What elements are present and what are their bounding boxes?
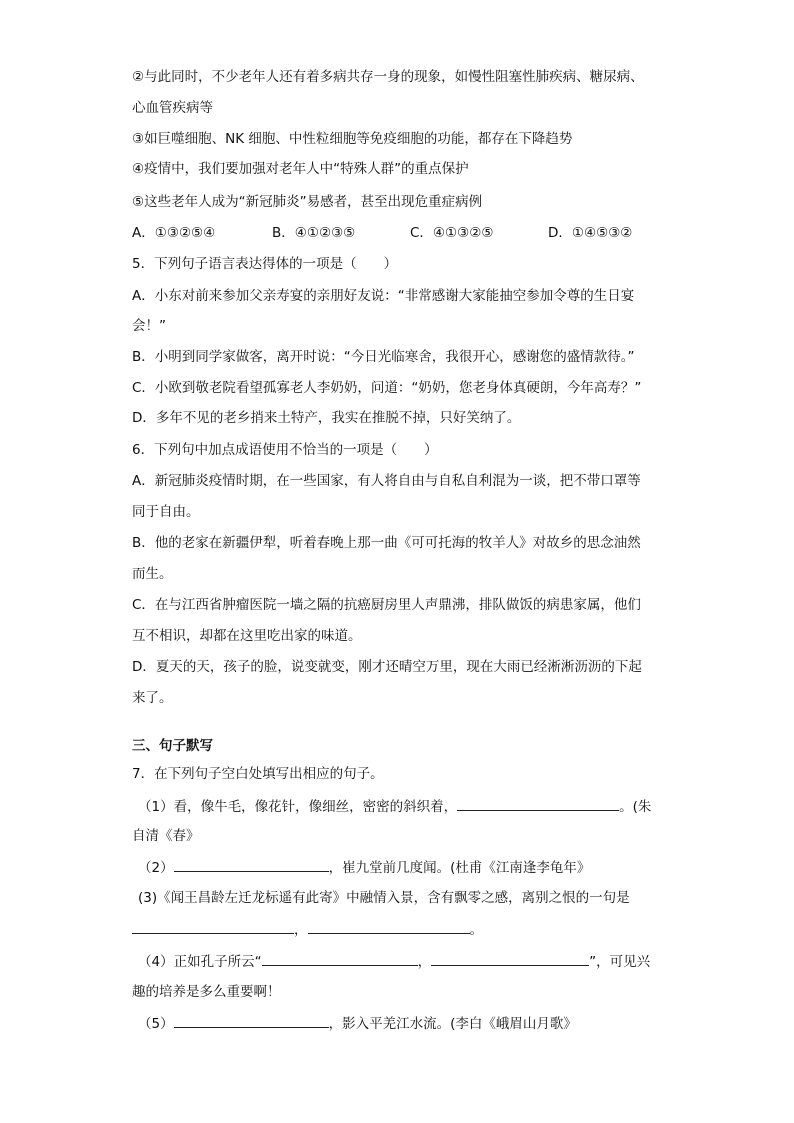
- q4-option-a: A．①③②⑤④: [132, 225, 216, 241]
- q6-option-d-line1: D．夏天的天，孩子的脸，说变就变，刚才还晴空万里，现在大雨已经淅淅沥沥的下起: [132, 659, 642, 675]
- q7-item-5-num: （5）: [138, 1016, 174, 1032]
- q7-item-5-text: ，影入平羌江水流。(李白《峨眉山月歌》: [328, 1016, 577, 1032]
- q6-option-a-line2: 同于自由。: [132, 504, 200, 520]
- q7-item-4-text: （4）正如孔子所云“: [138, 954, 262, 970]
- q7-item-1-cont: 自清《春》: [132, 828, 200, 844]
- q7-item-2-num: （2）: [138, 860, 174, 876]
- q7-item-1: [138, 796, 651, 817]
- q6-option-a-line1: A．新冠肺炎疫情时期，在一些国家，有人将自由与自私自利混为一谈，把不带口罩等: [132, 473, 641, 489]
- answer-blank[interactable]: [174, 1013, 329, 1028]
- q5-option-c: C．小欧到敬老院看望孤寡老人李奶奶，问道：“奶奶，您老身体真硬朗，今年高寿？”: [132, 380, 642, 396]
- q4-option-d: D．①④⑤③②: [548, 225, 633, 241]
- answer-blank[interactable]: [308, 919, 470, 934]
- q4-option-b: B．④①②③⑤: [272, 225, 356, 241]
- q7-item-1-text: （1）看，像牛毛，像花针，像细丝，密密的斜织着，: [138, 799, 458, 815]
- q7-item-4-tail: ”，可见兴: [589, 954, 651, 970]
- q7-item-2-text: ，崔九堂前几度闻。(杜甫《江南逢李龟年》: [328, 860, 591, 876]
- q5-option-d: D．多年不见的老乡捎来土特产，我实在推脱不掉，只好笑纳了。: [132, 410, 521, 426]
- section-heading: 三、句子默写: [132, 738, 213, 754]
- q7-item-3-sep: ，: [294, 922, 308, 938]
- q7-item-1-source: 。(朱: [619, 799, 652, 815]
- q5-stem: 5．下列句子语言表达得体的一项是（ ）: [132, 256, 398, 272]
- q7-item-3-blanks: [132, 919, 483, 940]
- q7-item-2: [138, 857, 590, 878]
- answer-blank[interactable]: [431, 951, 589, 966]
- q4-sentence-3: ③如巨噬细胞、NK 细胞、中性粒细胞等免疫细胞的功能，都存在下降趋势: [132, 131, 573, 147]
- q4-sentence-2a: ②与此同时，不少老年人还有着多病共存一身的现象，如慢性阻塞性肺疾病、糖尿病、: [132, 69, 644, 85]
- q7-item-4-cont: 趣的培养是多么重要啊！: [132, 984, 281, 1000]
- q4-option-c: C．④①③②⑤: [410, 225, 494, 241]
- q5-option-b: B．小明到同学家做客，离开时说：“今日光临寒舍，我很开心，感谢您的盛情款待。”: [132, 349, 635, 365]
- q7-item-5: [138, 1013, 577, 1034]
- q7-item-4-sep: ，: [417, 954, 432, 970]
- q4-sentence-2b: 心血管疾病等: [132, 100, 213, 116]
- q5-option-a-line2: 会！”: [132, 318, 166, 334]
- q6-option-b-line1: B．他的老家在新疆伊犁，听着春晚上那一曲《可可托海的牧羊人》对故乡的思念油然: [132, 535, 641, 551]
- q7-item-3: (3)《闻王昌龄左迁龙标遥有此寄》中融情入景，含有飘零之感，离别之恨的一句是: [138, 890, 630, 906]
- q7-stem: 7．在下列句子空白处填写出相应的句子。: [132, 766, 384, 782]
- q4-options: [132, 223, 632, 243]
- q6-option-c-line1: C．在与江西省肿瘤医院一墙之隔的抗癌厨房里人声鼎沸，排队做饭的病患家属，他们: [132, 597, 641, 613]
- q6-stem: 6．下列句中加点成语使用不恰当的一项是（ ）: [132, 442, 438, 458]
- q7-item-3-end: 。: [469, 922, 483, 938]
- q4-sentence-5: ⑤这些老年人成为“新冠肺炎”易感者，甚至出现危重症病例: [132, 194, 483, 210]
- q6-option-c-line2: 互不相识，却都在这里吃出家的味道。: [132, 628, 362, 644]
- q6-option-b-line2: 而生。: [132, 566, 173, 582]
- q5-option-a-line1: A．小东对前来参加父亲寿宴的亲朋好友说：“非常感谢大家能抽空参加令尊的生日宴: [132, 288, 635, 304]
- q6-option-d-line2: 来了。: [132, 690, 173, 706]
- q7-item-4: [138, 951, 650, 972]
- answer-blank[interactable]: [174, 857, 329, 872]
- answer-blank[interactable]: [262, 951, 418, 966]
- answer-blank[interactable]: [132, 919, 294, 934]
- q4-sentence-4: ④疫情中，我们要加强对老年人中“特殊人群”的重点保护: [132, 161, 469, 177]
- answer-blank[interactable]: [457, 796, 619, 811]
